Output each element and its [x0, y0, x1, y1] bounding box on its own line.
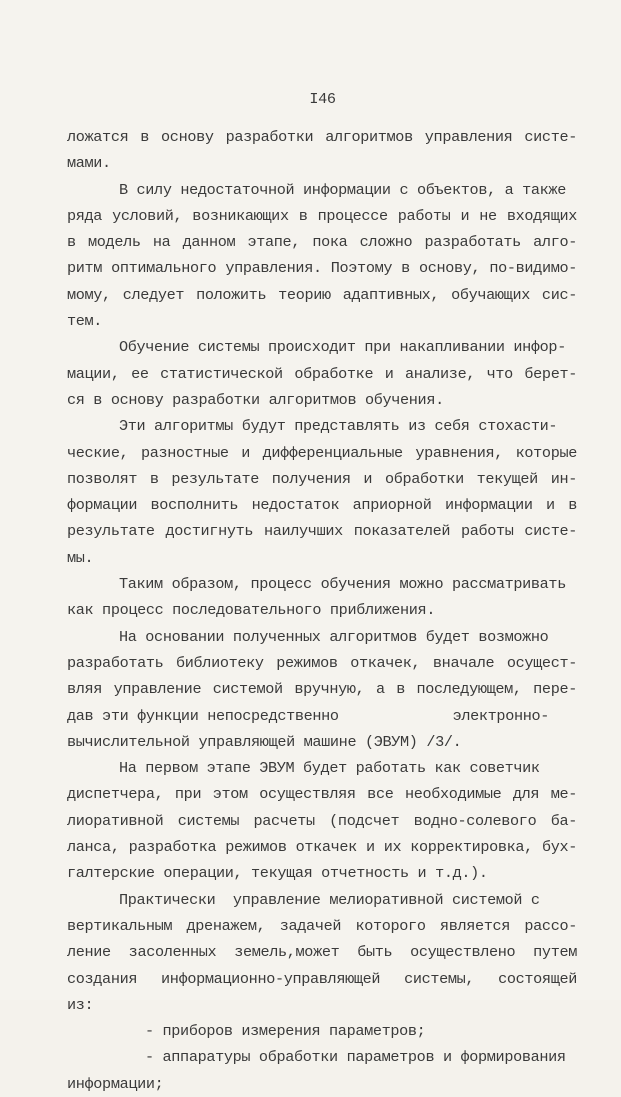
text-line: в модель на данном этапе, пока сложно разработать алго- — [67, 233, 577, 252]
text-line: Таким образом, процесс обучения можно рассматривать — [119, 575, 566, 594]
text-line: ся в основу разработки алгоритмов обучения. — [67, 390, 444, 409]
text-line: вычислительной управляющей машине (ЭВУМ) /3/. — [67, 732, 462, 751]
text-line: ритм оптимального управления. Поэтому в основу, по-видимо- — [67, 259, 577, 278]
text-line: лиоративной системы расчеты (подсчет водно-солевого ба- — [67, 811, 577, 830]
text-line: ланса, разработка режимов откачек и их корректировка, бух- — [67, 838, 577, 857]
text-line: вертикальным дренажем, задачей которого является рассо- — [67, 916, 577, 935]
text-line: результате достигнуть наилучших показателей работы систе- — [67, 522, 577, 541]
text-line: из: — [67, 995, 94, 1014]
text-line: мами. — [67, 154, 111, 173]
text-line: галтерские операции, текущая отчетность и т.д.). — [67, 864, 488, 883]
text-line: позволят в результате получения и обработки текущей ин- — [67, 469, 577, 488]
text-line: - аппаратуры обработки параметров и формирования — [145, 1048, 566, 1067]
text-line: разработать библиотеку режимов откачек, вначале осущест- — [67, 653, 577, 672]
text-line: Практически управление мелиоративной системой с — [119, 890, 540, 909]
text-line: как процесс последовательного приближения. — [67, 601, 436, 620]
text-line: дав эти функции непосредственно электронно- — [67, 706, 550, 725]
text-line: мации, ее статистической обработке и анализе, что берет- — [67, 364, 577, 383]
text-line: информации; — [67, 1074, 164, 1093]
text-line: На основании полученных алгоритмов будет возможно — [119, 627, 549, 646]
text-line: Эти алгоритмы будут представлять из себя стохасти- — [119, 417, 558, 436]
text-line: мы. — [67, 548, 94, 567]
text-line: вляя управление системой вручную, а в последующем, пере- — [67, 680, 577, 699]
text-line: тем. — [67, 312, 103, 331]
body-text — [67, 124, 577, 1097]
text-line: ложатся в основу разработки алгоритмов управления систе- — [67, 128, 577, 146]
text-line: мому, следует положить теорию адаптивных, обучающих сис- — [67, 285, 577, 304]
text-line: создания информационно-управляющей системы, состоящей — [67, 969, 577, 988]
text-line: В силу недостаточной информации с объектов, а также — [119, 180, 566, 199]
text-line: Обучение системы происходит при накапливании инфор- — [119, 338, 566, 357]
text-line: На первом этапе ЭВУМ будет работать как советчик — [119, 759, 540, 778]
page-number: I46 — [309, 90, 336, 108]
text-line: ческие, разностные и дифференциальные уравнения, которые — [67, 443, 577, 462]
text-line: ряда условий, возникающих в процессе работы и не входящих — [67, 206, 577, 225]
text-line: диспетчера, при этом осуществляя все необходимые для ме- — [67, 785, 577, 804]
text-line: - приборов измерения параметров; — [145, 1022, 426, 1041]
text-line: формации восполнить недостаток априорной информации и в — [67, 496, 577, 515]
text-line: ление засоленных земель,может быть осуществлено путем — [67, 943, 577, 962]
